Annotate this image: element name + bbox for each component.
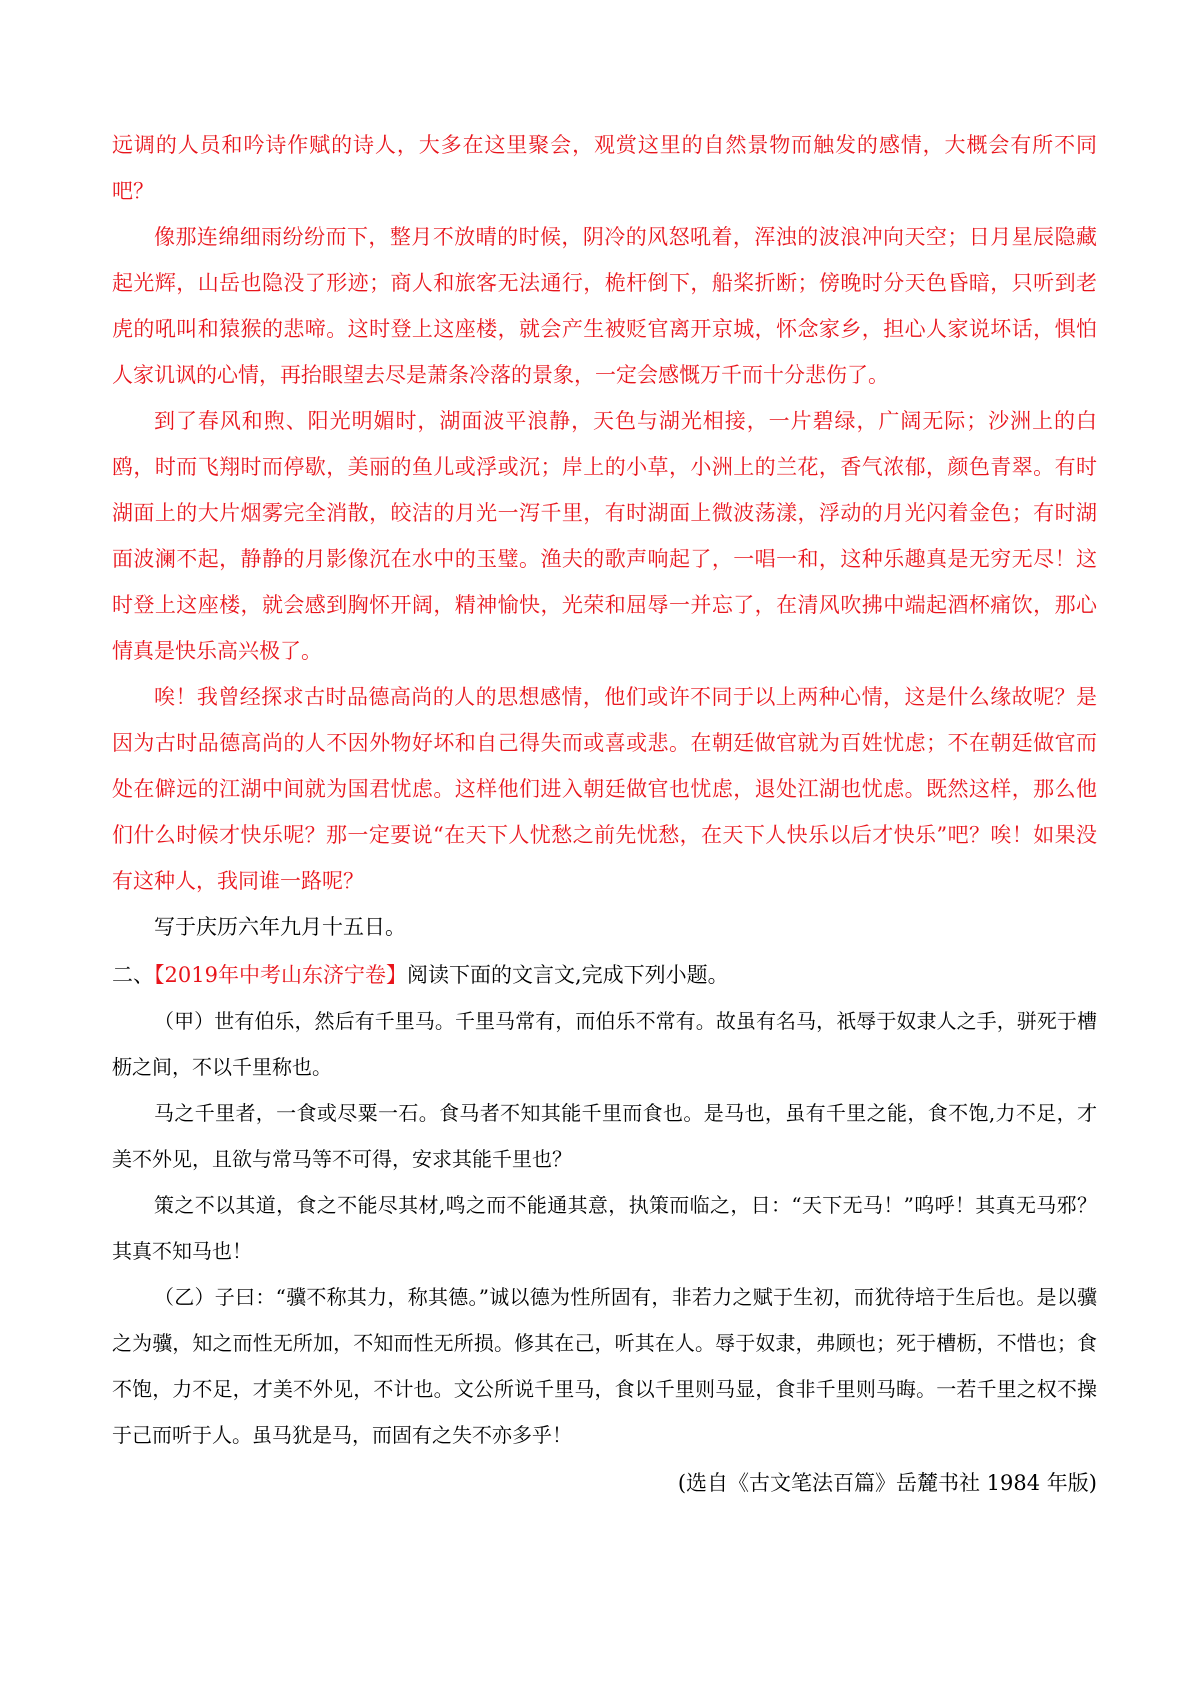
question-source: 【2019年中考山东济宁卷】 xyxy=(154,963,407,987)
translation-paragraph-1: 远调的人员和吟诗作赋的诗人，大多在这里聚会，观赏这里的自然景物而触发的感情，大概会有所不同吧？ xyxy=(112,133,1097,203)
translation-paragraph-2: 像那连绵细雨纷纷而下，整月不放晴的时候，阴冷的风怒吼着，浑浊的波浪冲向天空；日月星辰隐藏起光辉，山岳也隐没了形迹；商人和旅客无法通行，桅杆倒下，船桨折断；傍晚时分天色昏暗，只听到老虎的吼叫和猿猴的悲啼。这时登上这座楼，就会产生被贬官离开京城，怀念家乡，担心人家说坏话，惧怕人家讥讽的心情，再抬眼望去尽是萧条冷落的景象，一定会感慨万千而十分悲伤了。 xyxy=(112,225,1097,387)
passage-paragraph-2: 马之千里者，一食或尽粟一石。食马者不知其能千里而食也。是马也，虽有千里之能，食不饱,力不足，才美不外见，且欲与常马等不可得，安求其能千里也？ xyxy=(112,1101,1097,1171)
translation-paragraph-4: 唉！我曾经探求古时品德高尚的人的思想感情，他们或许不同于以上两种心情，这是什么缘故呢？是因为古时品德高尚的人不因外物好坏和自己得失而或喜或悲。在朝廷做官就为百姓忧虑；不在朝廷做官而处在僻远的江湖中间就为国君忧虑。这样他们进入朝廷做官也忧虑，退处江湖也忧虑。既然这样，那么他们什么时候才快乐呢？那一定要说“在天下人忧愁之前先忧愁，在天下人快乐以后才快乐”吧？唉！如果没有这种人，我同谁一路呢？ xyxy=(112,685,1097,893)
translation-paragraph-3: 到了春风和煦、阳光明媚时，湖面波平浪静，天色与湖光相接，一片碧绿，广阔无际；沙洲上的白鸥，时而飞翔时而停歇，美丽的鱼儿或浮或沉；岸上的小草，小洲上的兰花，香气浓郁，颜色青翠。有时湖面上的大片烟雾完全消散，皎洁的月光一泻千里，有时湖面上微波荡漾，浮动的月光闪着金色；有时湖面波澜不起，静静的月影像沉在水中的玉璧。渔夫的歌声响起了，一唱一和，这种乐趣真是无穷无尽！这时登上这座楼，就会感到胸怀开阔，精神愉快，光荣和屈辱一并忘了，在清风吹拂中端起酒杯痛饮，那心情真是快乐高兴极了。 xyxy=(112,409,1097,663)
passage-paragraph-4: （乙）子曰：“骥不称其力，称其德。”诚以德为性所固有，非若力之赋于生初，而犹待培于生后也。是以骥之为骥，知之而性无所加，不知而性无所损。修其在己，听其在人。辱于奴隶，弗顾也；死于槽枥，不惜也；食不饱，力不足，才美不外见，不计也。文公所说千里马，食以千里则马显，食非千里则马晦。一若千里之权不操于己而听于人。虽马犹是马，而固有之失不亦多乎！ xyxy=(112,1285,1097,1447)
passage-paragraph-1: （甲）世有伯乐，然后有千里马。千里马常有，而伯乐不常有。故虽有名马，祇辱于奴隶人之手，骈死于槽枥之间，不以千里称也。 xyxy=(112,1009,1097,1079)
date-line: 写于庆历六年九月十五日。 xyxy=(154,915,406,939)
document-page xyxy=(112,122,1097,1506)
question-heading xyxy=(112,952,1097,998)
source-citation: (选自《古文笔法百篇》岳麓书社 1984 年版) xyxy=(677,1471,1097,1495)
passage-paragraph-3: 策之不以其道，食之不能尽其材,鸣之而不能通其意，执策而临之，日：“天下无马！”呜呼！其真无马邪？其真不知马也！ xyxy=(112,1193,1097,1263)
question-number: 二、 xyxy=(112,963,154,987)
question-instruction: 阅读下面的文言文,完成下列小题。 xyxy=(406,963,729,987)
